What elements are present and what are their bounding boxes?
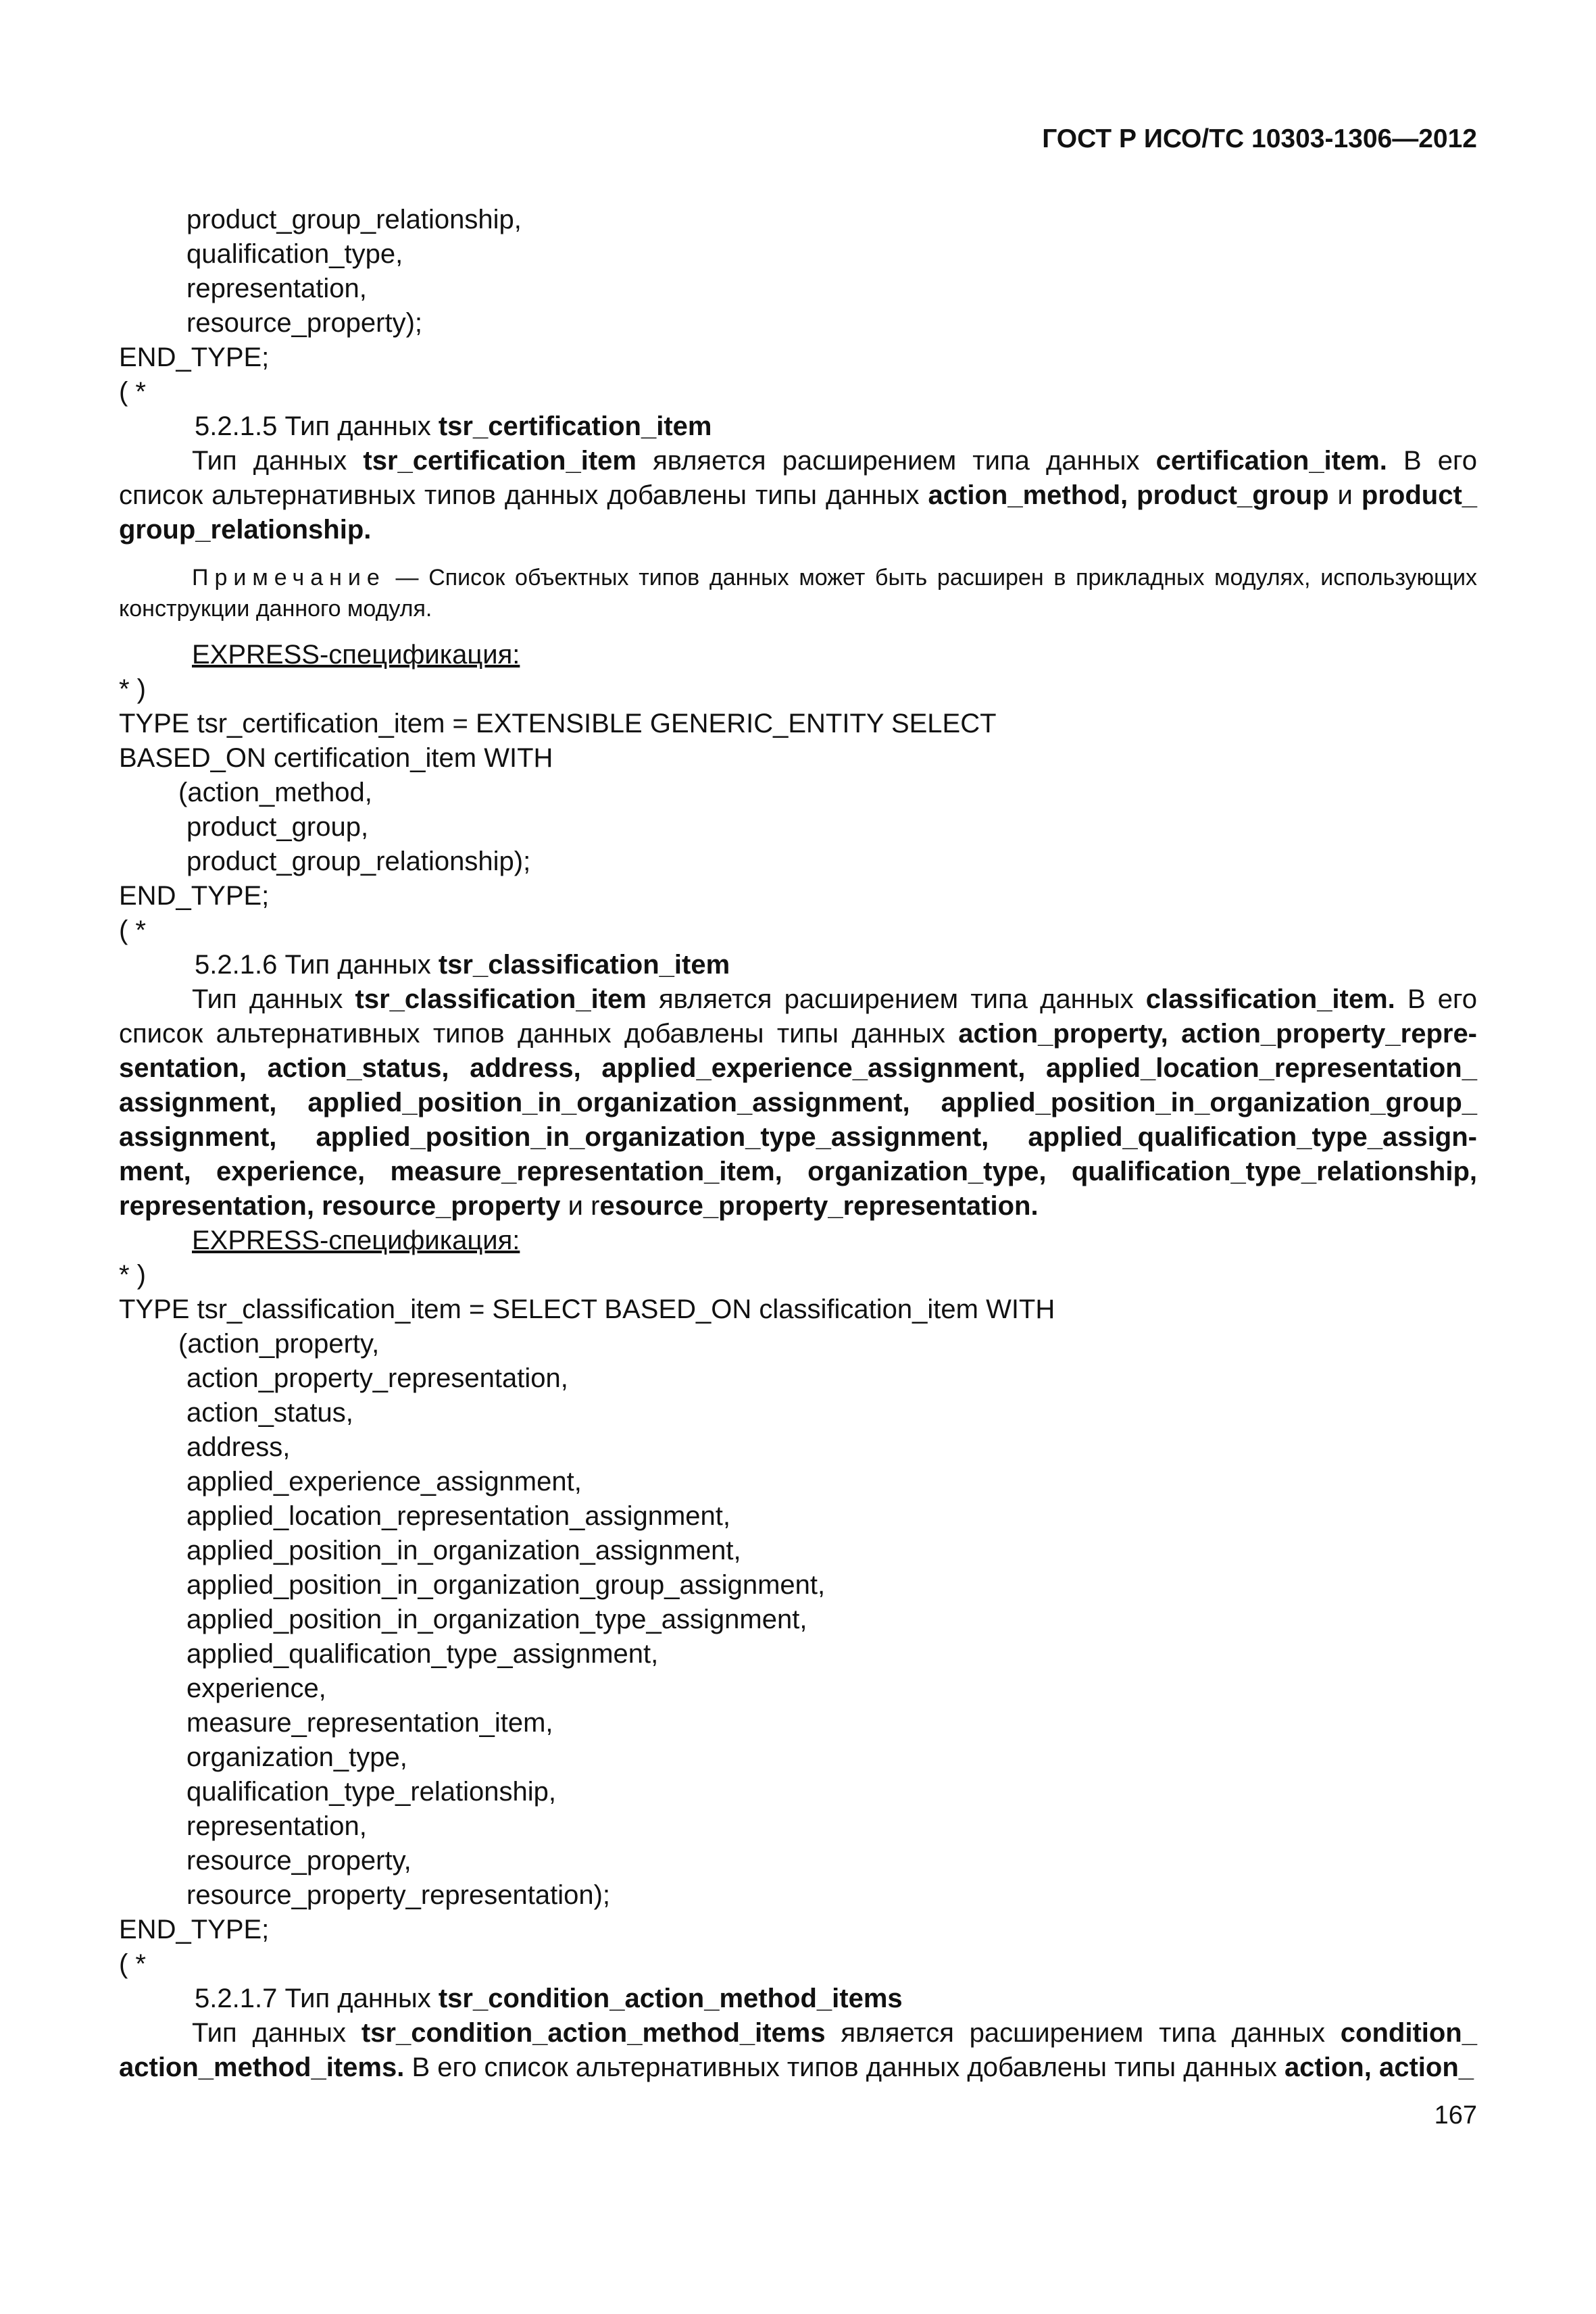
comment-open: ( *: [119, 915, 146, 945]
code-line: product_group,: [186, 812, 369, 842]
code-line: action_property_representation,: [186, 1363, 568, 1393]
code-line: organization_type,: [186, 1742, 407, 1772]
section-paragraph: Тип данных tsr_classification_item является расширением типа данных classification_item. В его список альтернативных типов данных добавлены типы данных action_property, action_property_repre- sentation, action_status, address, applied_experience_assignment, applied_location_representation_ assignment, applied_position_in_organization_assignment, applied_position_in_organization_group_ assignment, applied_position_in_organization_type_assignment, applied_qualification_type_assign- ment, experience, measure_representation_item, organization_type, qualification_type_relationship, representation, resource_property и resource_property_representation.: [119, 984, 1478, 1221]
code-line: TYPE tsr_certification_item = EXTENSIBLE GENERIC_ENTITY SELECT: [119, 709, 997, 738]
comment-open: ( *: [119, 1949, 146, 1979]
section-number: 5.2.1.6 Тип данных: [195, 950, 439, 980]
page-content: [119, 203, 1477, 2085]
note-text: — Список объектных типов данных может быть расширен в прикладных модулях, использующих конструкции данного модуля.: [119, 565, 1477, 622]
section-5-2-1-6: [119, 948, 1477, 1982]
code-line: applied_qualification_type_assignment,: [186, 1639, 659, 1669]
express-spec-label: EXPRESS-спецификация:: [192, 1226, 520, 1255]
section-5-2-1-5: [119, 409, 1477, 948]
comment-close: * ): [119, 1260, 146, 1290]
code-line: qualification_type,: [186, 239, 403, 269]
comment-close: * ): [119, 674, 146, 704]
code-line: TYPE tsr_classification_item = SELECT BASED_ON classification_item WITH: [119, 1294, 1055, 1324]
code-line: product_group_relationship,: [186, 205, 522, 234]
code-block-previous: [119, 203, 1477, 409]
code-line: address,: [186, 1432, 291, 1462]
section-type-name: tsr_certification_item: [438, 411, 712, 441]
code-line: applied_position_in_organization_type_assignment,: [186, 1605, 807, 1634]
code-line: applied_location_representation_assignment,: [186, 1501, 730, 1531]
code-end-type: END_TYPE;: [119, 343, 270, 372]
page-number: 167: [1434, 2101, 1477, 2130]
code-end-type: END_TYPE;: [119, 881, 270, 911]
code-line: resource_property,: [186, 1846, 412, 1876]
section-type-name: tsr_classification_item: [438, 950, 730, 980]
section-heading: [119, 1982, 1477, 2016]
code-line: applied_position_in_organization_assignment,: [186, 1536, 741, 1565]
section-paragraph: Тип данных tsr_condition_action_method_items является расширением типа данных condition_ action_method_items. В его список альтернативных типов данных добавлены типы данных action, action_: [119, 2018, 1477, 2082]
code-line: measure_representation_item,: [186, 1708, 553, 1738]
code-line: experience,: [186, 1674, 326, 1703]
code-line: representation,: [186, 1811, 367, 1841]
express-spec-label: EXPRESS-спецификация:: [192, 640, 520, 670]
code-line: (action_method,: [178, 778, 372, 807]
code-line: applied_position_in_organization_group_assignment,: [186, 1570, 826, 1600]
section-heading: [119, 948, 1477, 982]
code-line: (action_property,: [178, 1329, 380, 1359]
code-end-type: END_TYPE;: [119, 1915, 270, 1944]
code-line: qualification_type_relationship,: [186, 1777, 557, 1807]
note-paragraph: [119, 562, 1477, 624]
section-type-name: tsr_condition_action_method_items: [438, 1984, 903, 2013]
code-line: applied_experience_assignment,: [186, 1467, 582, 1496]
comment-open: ( *: [119, 377, 146, 407]
note-label: Примечание: [192, 565, 386, 590]
section-paragraph: Тип данных tsr_certification_item является расширением типа данных certification_item. В его список альтернативных типов данных добавлены типы данных action_method, product_group и product_ group_relationship.: [119, 446, 1478, 545]
code-line: resource_property_representation);: [186, 1880, 611, 1910]
code-line: product_group_relationship);: [186, 847, 531, 876]
document-header: ГОСТ Р ИСО/ТС 10303-1306—2012: [1042, 124, 1477, 153]
code-line: action_status,: [186, 1398, 353, 1428]
section-5-2-1-7: [119, 1982, 1477, 2085]
section-heading: [119, 409, 1477, 444]
section-number: 5.2.1.7 Тип данных: [195, 1984, 439, 2013]
code-line: resource_property);: [186, 308, 423, 338]
code-line: BASED_ON certification_item WITH: [119, 743, 553, 773]
section-number: 5.2.1.5 Тип данных: [195, 411, 439, 441]
code-line: representation,: [186, 274, 367, 303]
